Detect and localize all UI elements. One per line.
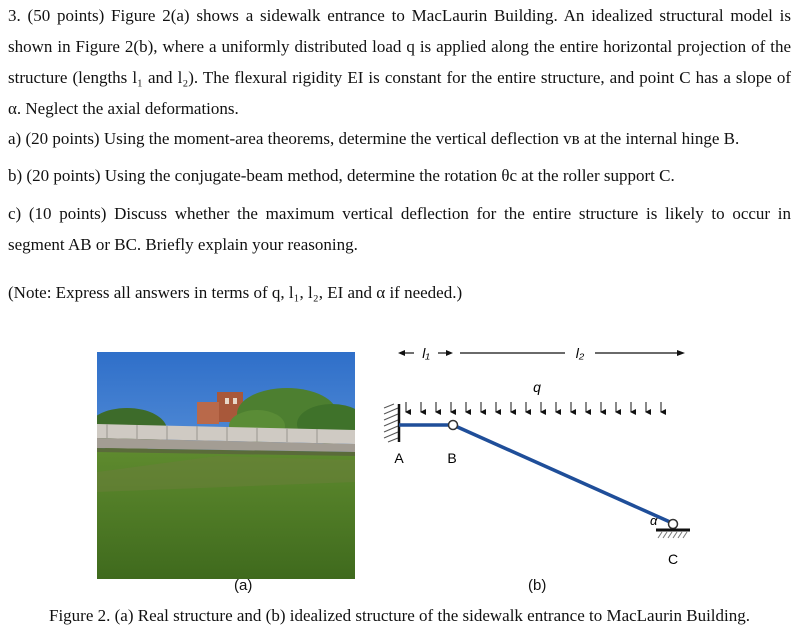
note: (Note: Express all answers in terms of q, l₁, l₂, EI and α if needed.) [8,283,463,302]
part-a: a) (20 points) Using the moment-area theorems, determine the vertical deflection vʙ at the internal hinge B. [8,129,740,148]
label-q: q [533,379,541,395]
distributed-load [406,402,661,412]
label-a: A [394,450,404,466]
hinge-b [449,421,458,430]
beam-bc [453,425,670,522]
label-l1: l₁ [422,345,430,361]
label-c: C [667,551,679,567]
dimension-l2 [460,345,685,361]
problem-intro: 3. (50 points) Figure 2(a) shows a sidewalk entrance to MacLaurin Building. An idealized structural model is shown in Figure 2(b), where a uniformly distributed load q is applied along the entire horizontal projection of the structure (lengths l₁ and l₂). The flexural rigidity EI is constant for the entire structure, and point C has a slope of α. Neglect the axial deformations. [8,6,791,118]
part-c: c) (10 points) Discuss whether the maximum vertical deflection for the entire structure is likely to occur in segment AB or BC. Briefly explain your reasoning. [8,204,791,254]
label-alpha: α [650,513,658,528]
sublabel-b: (b) [528,577,547,594]
label-b: B [447,450,457,466]
dimension-l1 [398,345,453,361]
label-l2: l₂ [575,345,585,361]
figure-caption: Figure 2. (a) Real structure and (b) idealized structure of the sidewalk entrance to MacLaurin Building. [48,606,750,625]
part-b: b) (20 points) Using the conjugate-beam method, determine the rotation θc at the roller support C. [8,166,675,185]
sublabel-a: (a) [234,577,253,594]
structure-diagram [380,332,710,577]
sidewalk-photo [97,352,355,579]
fixed-support-a [384,404,399,442]
roller-support-c [656,520,690,539]
